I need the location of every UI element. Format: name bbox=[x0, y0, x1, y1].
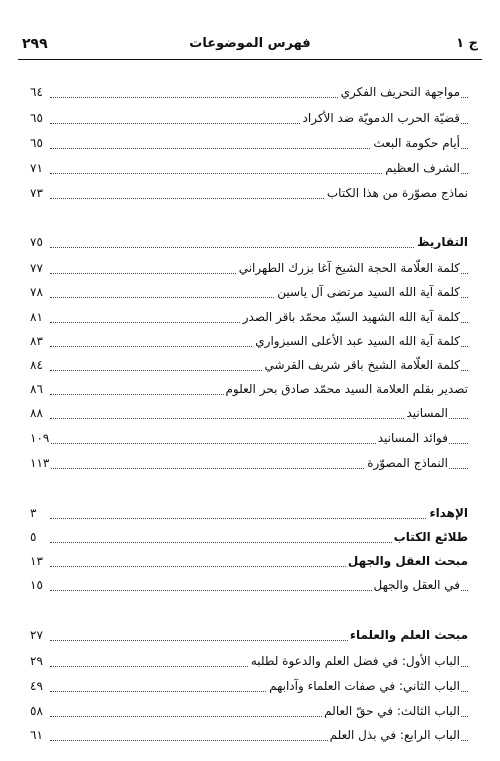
toc-entry-page: ١٠٩ bbox=[30, 431, 50, 445]
toc-entry bbox=[30, 232, 468, 254]
toc-entry-page: ٣ bbox=[30, 506, 37, 520]
toc-entry bbox=[30, 428, 468, 450]
toc-entry-title: كلمة العلّامة الشيخ باقر شريف القرشي bbox=[264, 358, 460, 372]
toc-entry bbox=[30, 453, 468, 475]
toc-entry bbox=[30, 258, 468, 280]
dot-leader bbox=[50, 518, 468, 519]
toc-entry-title: كلمة العلّامة الحجة الشيخ آغا بزرك الطهراني bbox=[238, 261, 460, 275]
toc-entry-title: المسانيد bbox=[406, 406, 448, 420]
toc-entry-page: ٧٧ bbox=[30, 261, 43, 275]
toc-entry bbox=[30, 551, 468, 573]
toc-entry bbox=[30, 403, 468, 425]
toc-entry-page: ٨١ bbox=[30, 310, 43, 324]
toc-entry-page: ٢٧ bbox=[30, 628, 43, 642]
toc-entry-page: ٦٥ bbox=[30, 136, 43, 150]
toc-entry-page: ٦٥ bbox=[30, 111, 43, 125]
toc-entry-page: ٧١ bbox=[30, 161, 43, 175]
toc-entry bbox=[30, 676, 468, 698]
toc-entry bbox=[30, 133, 468, 155]
toc-entry-page: ٧٣ bbox=[30, 186, 43, 200]
toc-entry-title: الباب الثاني: في صفات العلماء وآدابهم bbox=[269, 679, 460, 693]
toc-entry-title: الباب الثالث: في حقّ العالم bbox=[324, 704, 460, 718]
toc-entry bbox=[30, 701, 468, 723]
toc-entry-page: ٦١ bbox=[30, 728, 43, 742]
toc-entry-title: كلمة آية الله السيد مرتضى آل ياسين bbox=[277, 285, 460, 299]
dot-leader bbox=[50, 247, 468, 248]
toc-entry-title: كلمة آية الله الشهيد السيّد محمّد باقر الصدر bbox=[242, 310, 460, 324]
running-title: فهرس الموضوعات bbox=[189, 36, 311, 51]
toc-entry-title: الإهداء bbox=[429, 506, 468, 520]
toc-entry-title: الباب الرابع: في بذل العلم bbox=[329, 728, 460, 742]
toc-entry-page: ٨٨ bbox=[30, 406, 43, 420]
toc-entry bbox=[30, 331, 468, 353]
toc-entry-title: كلمة آية الله السيد عبد الأعلى السبزواري bbox=[255, 334, 460, 348]
toc-entry-title: تصدير بقلم العلامة السيد محمّد صادق بحر العلوم bbox=[225, 382, 468, 396]
page-number: ٢٩٩ bbox=[22, 36, 48, 52]
toc-entry-title: الباب الأول: في فضل العلم والدعوة لطلبه bbox=[250, 654, 460, 668]
toc-entry-title: طلائع الكتاب bbox=[393, 530, 468, 544]
toc-entry-title: نماذج مصوّرة من هذا الكتاب bbox=[326, 186, 468, 200]
toc-entry-title: أيام حكومة البعث bbox=[373, 136, 460, 150]
toc-entry-title: التقاريظ bbox=[417, 235, 468, 249]
header-rule bbox=[18, 59, 482, 60]
toc-entry-page: ٧٥ bbox=[30, 235, 43, 249]
toc-entry-page: ١٥ bbox=[30, 578, 43, 592]
toc-entry-page: ١٣ bbox=[30, 554, 43, 568]
toc-entry-page: ٧٨ bbox=[30, 285, 43, 299]
toc-entry bbox=[30, 625, 468, 647]
toc-entry-title: النماذج المصوّرة bbox=[367, 456, 448, 470]
toc-entry bbox=[30, 282, 468, 304]
toc-entry bbox=[30, 527, 468, 549]
toc-entry-page: ٤٩ bbox=[30, 679, 43, 693]
toc-entry-title: مبحث العلم والعلماء bbox=[349, 628, 468, 642]
toc-entry-page: ٢٩ bbox=[30, 654, 43, 668]
toc-entry-title: مبحث العقل والجهل bbox=[347, 554, 468, 568]
toc-entry bbox=[30, 379, 468, 401]
page-header bbox=[18, 34, 482, 60]
toc-entry bbox=[30, 108, 468, 130]
toc-entry-page: ٨٤ bbox=[30, 358, 43, 372]
toc-entry bbox=[30, 503, 468, 525]
toc-entry bbox=[30, 355, 468, 377]
toc-entry-page: ٥٨ bbox=[30, 704, 43, 718]
toc-entry bbox=[30, 651, 468, 673]
toc-entry bbox=[30, 575, 468, 597]
toc-entry bbox=[30, 725, 468, 747]
toc-entry-page: ٨٦ bbox=[30, 382, 43, 396]
toc-entry-page: ٨٣ bbox=[30, 334, 43, 348]
toc-entry-title: مواجهة التحريف الفكري bbox=[340, 85, 460, 99]
toc-entry-title: في العقل والجهل bbox=[373, 578, 460, 592]
toc-entry-page: ٦٤ bbox=[30, 85, 43, 99]
toc-entry bbox=[30, 82, 468, 104]
toc-entry bbox=[30, 307, 468, 329]
toc-entry-page: ٥ bbox=[30, 530, 37, 544]
toc-entry-title: الشرف العظيم bbox=[385, 161, 460, 175]
toc-entry bbox=[30, 183, 468, 205]
toc-entry-title: قضيّة الحرب الدمويّة ضد الأكراد bbox=[302, 111, 460, 125]
volume-label: ج ١ bbox=[456, 36, 478, 51]
toc-entry-title: فوائد المسانيد bbox=[377, 431, 448, 445]
toc-entry bbox=[30, 158, 468, 180]
toc-entry-page: ١١٣ bbox=[30, 456, 50, 470]
